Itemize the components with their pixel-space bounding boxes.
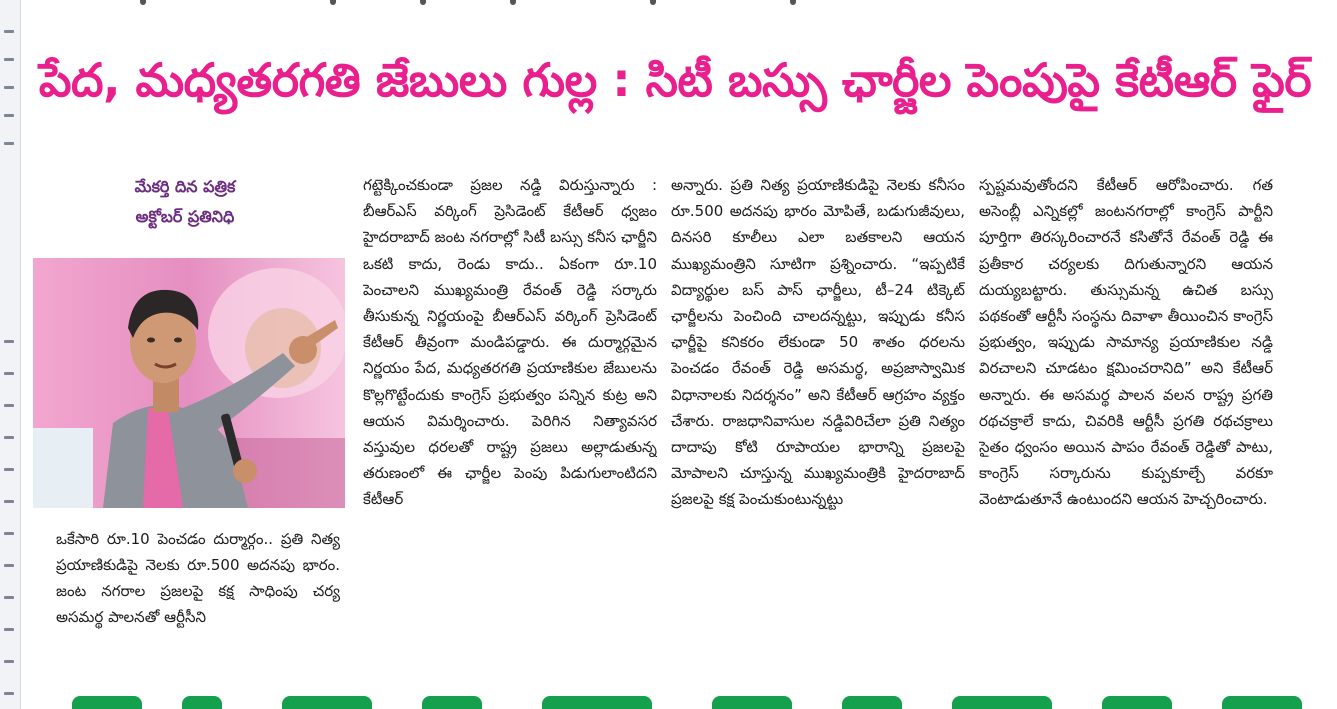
speaker-photo-illustration xyxy=(33,258,345,508)
byline-reporter: అక్టోబర్ ప్రతినిధి xyxy=(135,207,235,226)
article-headline: పేద, మధ్యతరగతి జేబులు గుల్ల : సిటీ బస్సు ఛార్జీల పెంపుపై కేటీఆర్ ఫైర్ xyxy=(38,53,1312,107)
byline xyxy=(40,172,330,232)
article-photo xyxy=(33,258,345,508)
article-column-2: అన్నారు. ప్రతి నిత్య ప్రయాణికుడిపై నెలకు కనీసం రూ.500 అదనపు భారం మోపితే, బడుగుజీవులు, దినసరి కూలీలు ఎలా బతకాలని ఆయన ముఖ్యమంత్రిని సూటిగా ప్రశ్నించారు. “ఇప్పటికే విద్యార్థుల బస్ పాస్ ఛార్జీలు, టీ–24 టిక్కెట్ ఛార్జీలను పెంచింది చాలదన్నట్టు, ఇప్పుడు కనీస ఛార్జీపై కనికరం లేకుండా 50 శాతం ధరలను పెంచడం రేవంత్ రెడ్డి అసమర్థ, అప్రజాస్వామిక విధానాలకు నిదర్శనం” అని కేటీఆర్ ఆగ్రహం వ్యక్తం చేశారు. రాజధానివాసుల నడ్డివిరిచేలా ప్రతి నిత్యం దాదాపు కోటి రూపాయల భారాన్ని ప్రజలపై మోపాలని చూస్తున్న ముఖ్యమంత్రికి హైదరాబాద్ ప్రజలపై కక్ష పెంచుకుంటున్నట్టు xyxy=(671,176,965,509)
article-column-3: స్పష్టమవుతోందని కేటీఆర్ ఆరోపించారు. గత అసెంబ్లీ ఎన్నికల్లో జంటనగరాల్లో కాంగ్రెస్ పార్టీని పూర్తిగా తిరస్కరించారనే కసితోనే రేవంత్ రెడ్డి ఈ ప్రతీకార చర్యలకు దిగుతున్నారని ఆయన దుయ్యబట్టారు. తుస్సుమన్న ఉచిత బస్సు పథకంతో ఆర్టీసీ సంస్థను దివాళా తీయించిన కాంగ్రెస్ ప్రభుత్వం, ఇప్పుడు సామాన్య ప్రయాణికుల నడ్డి విరచాలని చూడటం క్షమించరానిది” అని కేటీఆర్ అన్నారు. ఈ అసమర్థ పాలన వలన రాష్ట్ర ప్రగతి రథచక్రాలే కాదు, చివరికి ఆర్టీసీ ప్రగతి రథచక్రాలు సైతం ధ్వంసం అయిన పాపం రేవంత్ రెడ్డితో పాటు, కాంగ్రెస్ సర్కారును కుప్పకూల్చే వరకూ వెంటాడుతూనే ఉంటుందని ఆయన హెచ్చరించారు. xyxy=(979,176,1273,509)
byline-publication: మేకర్తి దిన పత్రిక xyxy=(134,177,236,196)
photo-caption: ఒకేసారి రూ.10 పెంచడం దుర్మార్గం.. ప్రతి నిత్య ప్రయాణికుడిపై నెలకు రూ.500 అదనపు భారం. జంట నగరాల ప్రజలపై కక్ష సాధింపు చర్య అసమర్థ పాలనతో ఆర్టీసీని xyxy=(56,530,340,626)
adjacent-page-strip xyxy=(0,0,21,709)
previous-text-remnant xyxy=(90,0,830,6)
article-column-1: గట్టెక్కించకుండా ప్రజల నడ్డి విరుస్తున్నారు : బీఆర్ఎస్ వర్కింగ్ ప్రెసిడెంట్ కేటీఆర్ ధ్వజం హైదరాబాద్ జంట నగరాల్లో సిటీ బస్సు కనీస ఛార్జీని ఒకటి కాదు, రెండు కాదు.. ఏకంగా రూ.10 పెంచాలని ముఖ్యమంత్రి రేవంత్ రెడ్డి సర్కారు తీసుకున్న నిర్ణయంపై బీఆర్ఎస్ వర్కింగ్ ప్రెసిడెంట్ కేటీఆర్ తీవ్రంగా మండిపడ్డారు. ఈ దుర్మార్గమైన నిర్ణయం పేద, మధ్యతరగతి ప్రయాణికుల జేబులను కొల్లగొట్టేందుకు కాంగ్రెస్ ప్రభుత్వం పన్నిన కుట్ర అని ఆయన విమర్శించారు. పెరిగిన నిత్యావసర వస్తువుల ధరలతో రాష్ట్ర ప్రజలు అల్లాడుతున్న తరుణంలో ఈ ఛార్జీల పెంపు పిడుగులాంటిదని కేటీఆర్ xyxy=(363,176,657,509)
next-headline-remnant xyxy=(22,690,1322,709)
